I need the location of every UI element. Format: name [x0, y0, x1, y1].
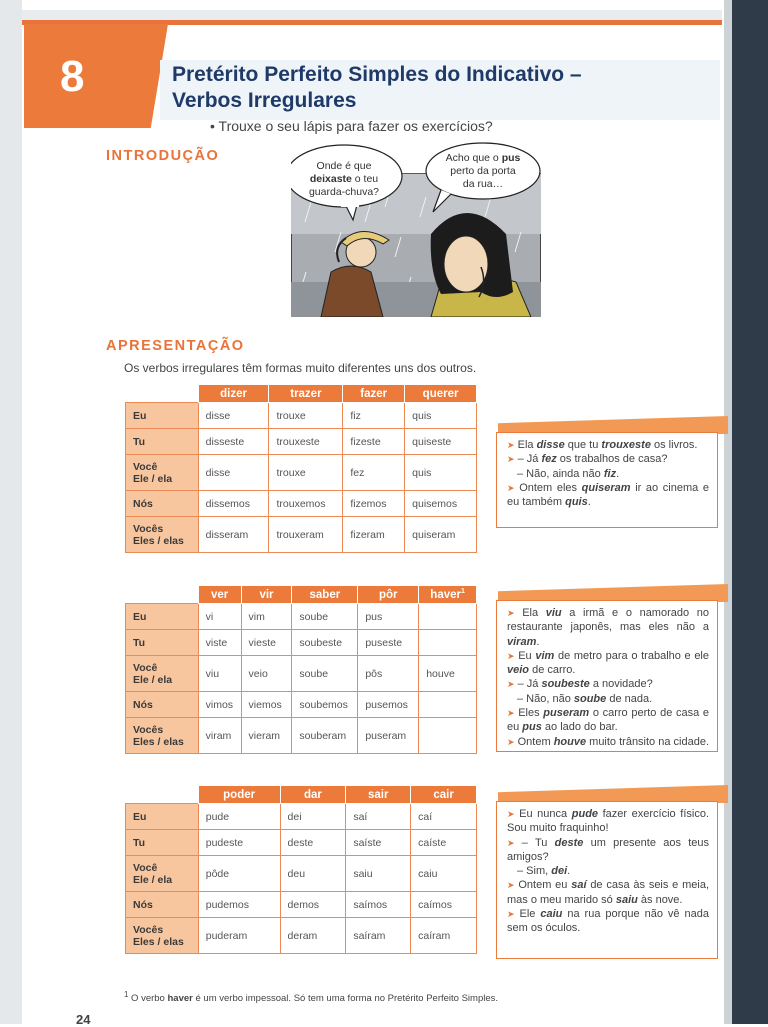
pronoun-cell: Nós — [126, 692, 199, 718]
table-row — [126, 830, 477, 856]
table-row — [126, 718, 477, 754]
conjugation-cell: vim — [241, 604, 292, 630]
table-row — [126, 656, 477, 692]
example-line: ➤ Eu nunca pude fazer exercício físico. Sou muito fraquinho! — [507, 808, 709, 835]
conjugation-cell: vimos — [198, 692, 241, 718]
pronoun-cell: Tu — [126, 830, 199, 856]
conjugation-cell: puseram — [358, 718, 419, 754]
arrow-icon: ➤ — [507, 608, 515, 618]
conjugation-cell: soubeste — [292, 630, 358, 656]
conjugation-cell: soube — [292, 656, 358, 692]
table-row — [126, 403, 477, 429]
table-row — [126, 804, 477, 830]
footnote-marker: 1 — [460, 588, 465, 596]
arrow-icon: ➤ — [507, 909, 515, 920]
arrow-icon: ➤ — [507, 482, 515, 493]
arrow-icon: ➤ — [507, 650, 515, 661]
table-row — [126, 892, 477, 918]
arrow-icon: ➤ — [507, 454, 515, 465]
pronoun-cell: Vocês Eles / elas — [126, 918, 199, 954]
verb-header: haver$^1$ — [419, 586, 477, 604]
example-line: ➤ Ontem eles quiseram ir ao cinema e eu também quis. — [507, 481, 709, 509]
conjugation-cell: trouxeste — [269, 429, 343, 455]
conjugation-cell: saíram — [346, 918, 411, 954]
conjugation-cell: trouxe — [269, 455, 343, 491]
example-line: – Sim, dei. — [517, 865, 571, 878]
conjugation-cell: caiu — [411, 856, 477, 892]
example-line: – Não, não soube de nada. — [517, 692, 653, 705]
conjugation-cell: pudemos — [198, 892, 280, 918]
conjugation-cell: caímos — [411, 892, 477, 918]
conjugation-cell: pusemos — [358, 692, 419, 718]
conjugation-cell: trouxemos — [269, 491, 343, 517]
pronoun-cell: Eu — [126, 804, 199, 830]
conjugation-cell: viemos — [241, 692, 292, 718]
title-line-1: Pretérito Perfeito Simples do Indicativo – — [172, 63, 582, 86]
chapter-title — [172, 62, 582, 114]
conjugation-cell: puseste — [358, 630, 419, 656]
conjugation-cell: quis — [405, 403, 477, 429]
arrow-icon: ➤ — [507, 440, 515, 450]
conjugation-cell: disseste — [198, 429, 269, 455]
conjugation-cell: saímos — [346, 892, 411, 918]
conjugation-cell: disseram — [198, 517, 269, 553]
verb-header: dizer — [198, 385, 269, 403]
table-row — [126, 455, 477, 491]
pronoun-cell: Você Ele / ela — [126, 656, 199, 692]
conjugation-cell: deste — [280, 830, 346, 856]
bubble2-line1: Acho que o pus — [445, 152, 521, 164]
conjugation-cell: quis — [405, 455, 477, 491]
conjugation-cell: fizeram — [343, 517, 405, 553]
pronoun-cell: Nós — [126, 491, 199, 517]
examples-box-3 — [496, 801, 718, 959]
verb-header: trazer — [269, 385, 343, 403]
verb-header: querer — [405, 385, 477, 403]
pronoun-cell: Nós — [126, 892, 199, 918]
conjugation-cell: souberam — [292, 718, 358, 754]
verb-header: dar — [280, 786, 346, 804]
conjugation-cell: caíram — [411, 918, 477, 954]
scan-right-margin — [732, 0, 768, 1024]
section-introducao: INTRODUÇÃO — [106, 148, 220, 164]
table-row — [126, 517, 477, 553]
arrow-icon: ➤ — [507, 809, 515, 819]
conjugation-cell: trouxeram — [269, 517, 343, 553]
pronoun-cell: Você Ele / ela — [126, 856, 199, 892]
arrow-icon: ➤ — [507, 837, 515, 848]
conjugation-cell: pudeste — [198, 830, 280, 856]
conjugation-cell: quiseste — [405, 429, 477, 455]
chapter-number-box — [24, 24, 168, 128]
conjugation-cell: pôde — [198, 856, 280, 892]
verb-header: fazer — [343, 385, 405, 403]
verb-table-3 — [125, 785, 477, 954]
table-row — [126, 491, 477, 517]
examples-box-2 — [496, 600, 718, 752]
verb-header: sair — [346, 786, 411, 804]
verb-table-1 — [125, 384, 477, 553]
example-line: ➤ – Já soubeste a novidade? — [507, 678, 653, 691]
page-number: 24 — [76, 1012, 91, 1027]
conjugation-cell: viram — [198, 718, 241, 754]
table-row — [126, 856, 477, 892]
example-line: ➤ Eles puseram o carro perto de casa e eu pus ao lado do bar. — [507, 707, 709, 734]
bubble2-line3: da rua… — [462, 178, 504, 190]
pronoun-cell: Vocês Eles / elas — [126, 517, 199, 553]
apresentacao-intro: Os verbos irregulares têm formas muito diferentes uns dos outros. — [124, 361, 477, 375]
chapter-number: 8 — [60, 52, 85, 101]
conjugation-cell: pus — [358, 604, 419, 630]
arrow-icon: ➤ — [507, 880, 515, 891]
conjugation-cell: saíste — [346, 830, 411, 856]
example-line: ➤ Ela viu a irmã e o namorado no restaurante japonês, mas eles não a viram. — [507, 607, 709, 648]
conjugation-cell: viu — [198, 656, 241, 692]
conjugation-cell: caíste — [411, 830, 477, 856]
conjugation-cell: disse — [198, 455, 269, 491]
conjugation-cell: saiu — [346, 856, 411, 892]
table-row — [126, 692, 477, 718]
conjugation-cell: puderam — [198, 918, 280, 954]
bubble1-line3: guarda-chuva? — [308, 186, 380, 198]
conjugation-cell: fiz — [343, 403, 405, 429]
conjugation-cell: pôs — [358, 656, 419, 692]
top-band — [22, 10, 722, 20]
arrow-icon: ➤ — [507, 679, 515, 690]
conjugation-cell: houve — [419, 656, 477, 692]
conjugation-cell: trouxe — [269, 403, 343, 429]
pronoun-cell: Tu — [126, 630, 199, 656]
example-line: ➤ – Tu deste um presente aos teus amigos? — [507, 836, 709, 863]
table-row — [126, 918, 477, 954]
bubble1-line2: deixaste o teu — [309, 173, 379, 185]
conjugation-cell: dissemos — [198, 491, 269, 517]
conjugation-cell: soubemos — [292, 692, 358, 718]
comic-illustration — [291, 142, 541, 317]
conjugation-cell: disse — [198, 403, 269, 429]
example-line: ➤ Eu vim de metro para o trabalho e ele veio de carro. — [507, 649, 709, 677]
arrow-icon: ➤ — [507, 736, 515, 747]
conjugation-cell: veio — [241, 656, 292, 692]
example-line: ➤ – Já fez os trabalhos de casa? — [507, 453, 668, 466]
footnote: $^1$ O verbo haver é um verbo impessoal. Só tem uma forma no Pretérito Perfeito Simples. — [124, 990, 499, 1005]
example-line: ➤ Ela disse que tu trouxeste os livros. — [507, 439, 698, 451]
conjugation-cell: pude — [198, 804, 280, 830]
chapter-subtitle: • Trouxe o seu lápis para fazer os exercícios? — [210, 118, 493, 134]
verb-header: cair — [411, 786, 477, 804]
examples-box-1 — [496, 432, 718, 528]
verb-header: saber — [292, 586, 358, 604]
example-line: ➤ Ele caiu na rua porque não vê nada sem os óculos. — [507, 908, 709, 935]
verb-table-2 — [125, 585, 477, 754]
verb-header: pôr — [358, 586, 419, 604]
example-line: ➤ Ontem houve muito trânsito na cidade. — [507, 735, 709, 748]
conjugation-cell: vi — [198, 604, 241, 630]
section-apresentacao: APRESENTAÇÃO — [106, 338, 245, 354]
pronoun-cell: Você Ele / ela — [126, 455, 199, 491]
verb-header: poder — [198, 786, 280, 804]
table-row — [126, 630, 477, 656]
conjugation-cell: deu — [280, 856, 346, 892]
title-line-2: Verbos Irregulares — [172, 89, 357, 112]
example-line: – Não, ainda não fiz. — [517, 467, 620, 480]
conjugation-cell: quiseram — [405, 517, 477, 553]
example-line: ➤ Ontem eu saí de casa às seis e meia, mas o meu marido só saiu às nove. — [507, 879, 709, 906]
bubble2-line2: perto da porta — [450, 165, 516, 177]
table-row — [126, 429, 477, 455]
conjugation-cell: soube — [292, 604, 358, 630]
conjugation-cell: fizeste — [343, 429, 405, 455]
conjugation-cell — [419, 604, 477, 630]
conjugation-cell: vieram — [241, 718, 292, 754]
conjugation-cell: saí — [346, 804, 411, 830]
pronoun-cell: Vocês Eles / elas — [126, 718, 199, 754]
conjugation-cell: deram — [280, 918, 346, 954]
pronoun-cell: Eu — [126, 403, 199, 429]
conjugation-cell: caí — [411, 804, 477, 830]
conjugation-cell: viste — [198, 630, 241, 656]
conjugation-cell: dei — [280, 804, 346, 830]
conjugation-cell: fizemos — [343, 491, 405, 517]
conjugation-cell: quisemos — [405, 491, 477, 517]
conjugation-cell — [419, 630, 477, 656]
bubble1-line1: Onde é que — [316, 160, 372, 172]
scan-left-margin — [0, 0, 22, 1024]
conjugation-cell — [419, 718, 477, 754]
scan-page-edge — [724, 0, 732, 1024]
arrow-icon: ➤ — [507, 708, 515, 719]
verb-header: ver — [198, 586, 241, 604]
table-row — [126, 604, 477, 630]
pronoun-cell: Eu — [126, 604, 199, 630]
pronoun-cell: Tu — [126, 429, 199, 455]
conjugation-cell: vieste — [241, 630, 292, 656]
conjugation-cell: demos — [280, 892, 346, 918]
verb-header: vir — [241, 586, 292, 604]
conjugation-cell — [419, 692, 477, 718]
conjugation-cell: fez — [343, 455, 405, 491]
